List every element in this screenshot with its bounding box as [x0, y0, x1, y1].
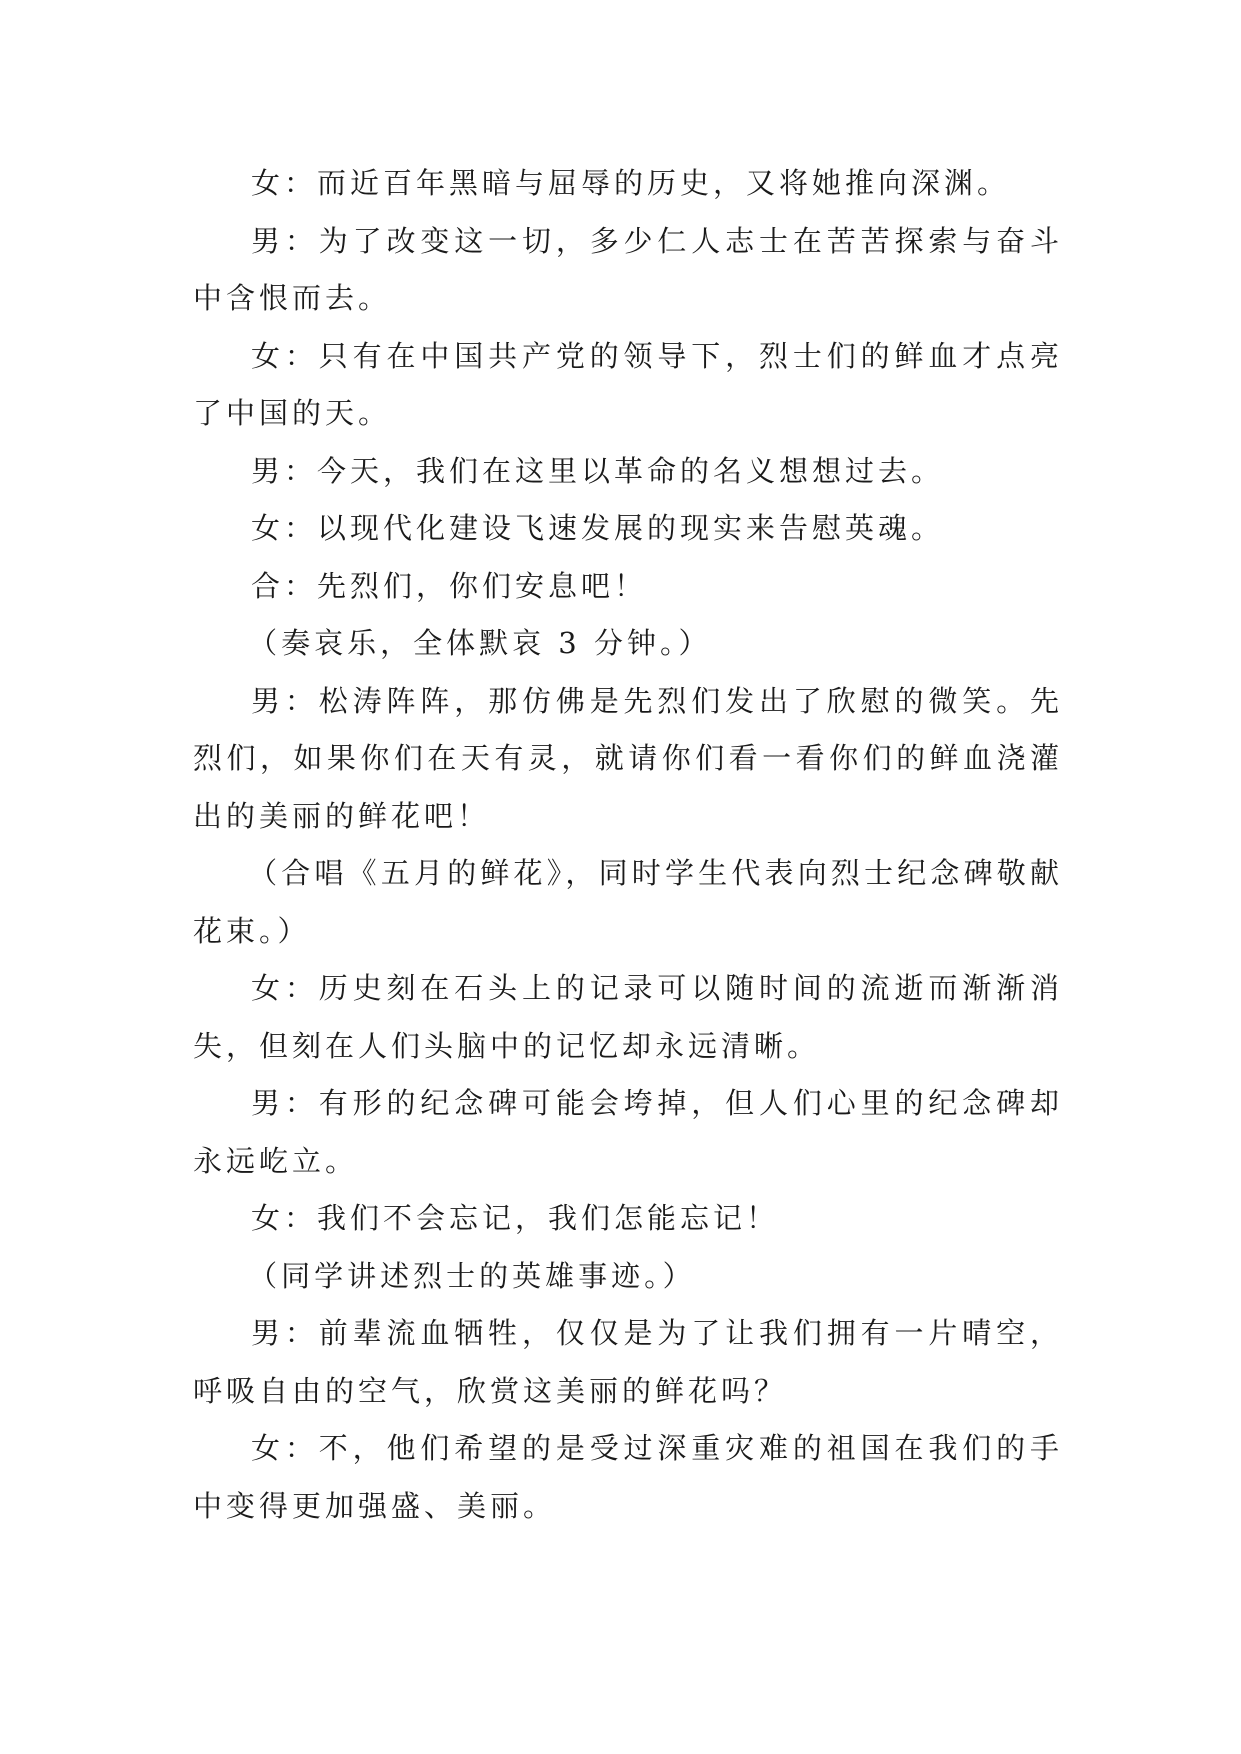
paragraph: 女：历史刻在石头上的记录可以随时间的流逝而渐渐消失，但刻在人们头脑中的记忆却永远清晰。 [193, 971, 1063, 1063]
paragraph: 女：不，他们希望的是受过深重灾难的祖国在我们的手中变得更加强盛、美丽。 [193, 1431, 1063, 1523]
paragraph: 男：为了改变这一切，多少仁人志士在苦苦探索与奋斗中含恨而去。 [193, 223, 1063, 315]
paragraph: 女：而近百年黑暗与屈辱的历史，又将她推向深渊。 [251, 166, 1011, 200]
paragraph: 男：今天，我们在这里以革命的名义想想过去。 [251, 453, 945, 488]
paragraph: 女：我们不会忘记，我们怎能忘记！ [251, 1201, 780, 1235]
stage-direction: （同学讲述烈士的英雄事迹。） [248, 1258, 696, 1293]
paragraph: 女：只有在中国共产党的领导下，烈士们的鲜血才点亮了中国的天。 [193, 338, 1063, 430]
paragraph: 男：前辈流血牺牲，仅仅是为了让我们拥有一片晴空，呼吸自由的空气，欣赏这美丽的鲜花吗？ [193, 1316, 1063, 1408]
paragraph: 男：有形的纪念碑可能会垮掉，但人们心里的纪念碑却永远屹立。 [193, 1086, 1063, 1178]
stage-direction: （合唱《五月的鲜花》，同时学生代表向烈士纪念碑敬献花束。） [193, 856, 1063, 948]
paragraph: 女：以现代化建设飞速发展的现实来告慰英魂。 [251, 511, 945, 545]
paragraph: 合：先烈们，你们安息吧！ [251, 568, 648, 603]
paragraph: 男：松涛阵阵，那仿佛是先烈们发出了欣慰的微笑。先烈们，如果你们在天有灵，就请你们看一看你们的鲜血浇灌出的美丽的鲜花吧！ [193, 683, 1063, 833]
document-body [193, 155, 1063, 1535]
stage-direction: （奏哀乐，全体默哀 3 分钟。） [248, 626, 712, 660]
